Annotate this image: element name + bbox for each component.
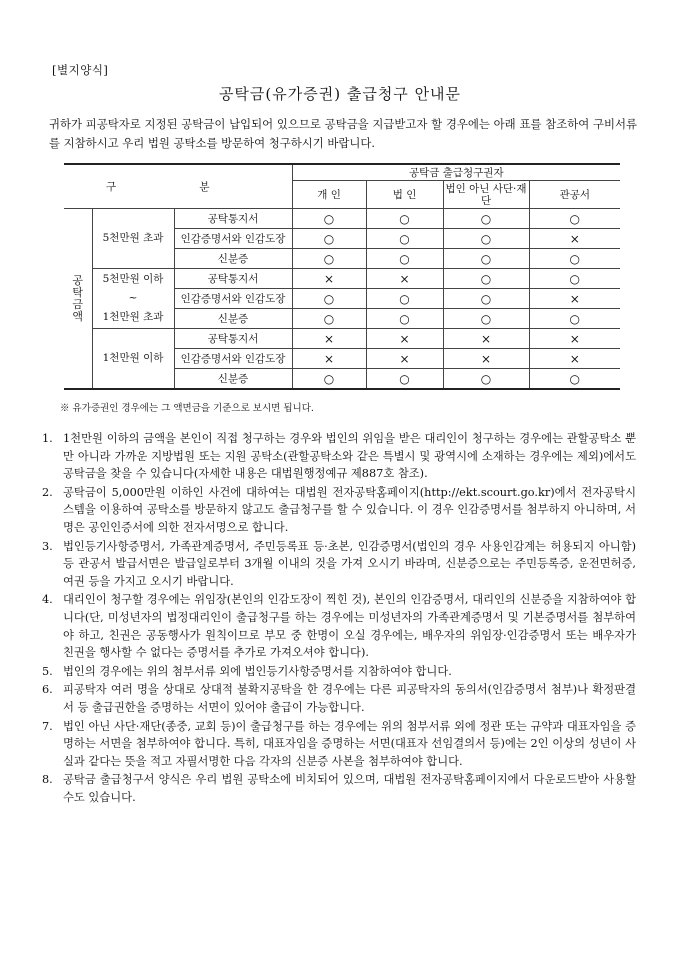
requirement-mark: × bbox=[292, 329, 366, 349]
requirement-mark: ○ bbox=[529, 269, 620, 289]
requirement-mark: × bbox=[366, 349, 443, 369]
table-header-row bbox=[64, 164, 620, 181]
list-item bbox=[42, 591, 636, 661]
document-name: 신분증 bbox=[174, 369, 292, 390]
requirement-mark: ○ bbox=[292, 229, 366, 249]
range-label bbox=[92, 329, 174, 390]
header-category: 구 분 bbox=[64, 164, 292, 209]
list-item bbox=[42, 430, 636, 483]
requirement-mark: ○ bbox=[529, 249, 620, 269]
list-item-number: 5. bbox=[42, 664, 53, 678]
document-name: 신분증 bbox=[174, 249, 292, 269]
side-label-char: 액 bbox=[72, 309, 84, 323]
requirement-mark: × bbox=[529, 289, 620, 309]
range-label-line: 1천만원 이하 bbox=[102, 352, 164, 364]
list-item bbox=[42, 538, 636, 591]
side-label bbox=[64, 209, 92, 390]
requirement-mark: ○ bbox=[443, 309, 529, 329]
list-item-text: 피공탁자 여러 명을 상대로 상대적 불확지공탁을 한 경우에는 다른 피공탁자의 동의서(인감증명서 첨부)나 확정판결서 등 출급권한을 증명하는 서면이 있어야 출급이 가능합니다. bbox=[63, 683, 636, 714]
requirement-mark: × bbox=[292, 269, 366, 289]
requirement-mark: ○ bbox=[292, 369, 366, 390]
document-name: 공탁통지서 bbox=[174, 269, 292, 289]
list-item-number: 3. bbox=[42, 539, 53, 553]
requirement-mark: × bbox=[366, 329, 443, 349]
requirement-mark: ○ bbox=[366, 209, 443, 229]
requirement-mark: ○ bbox=[443, 249, 529, 269]
list-item-text: 대리인이 청구할 경우에는 위임장(본인의 인감도장이 찍힌 것), 본인의 인감증명서, 대리인의 신분증을 지참하여야 합니다(단, 미성년자의 법정대리인이 출급청구를 하는 경우에는 미성년자의 가족관계증명서 및 기본증명서를 첨부하여야 하고, 친권은 공동행사가 원칙이므로 부모 중 한명이 오실 경우에는, 배우자의 위임장·인감증명서 또는 배우자가 친권을 행사할 수 없다는 증명서를 추가로 가져오셔야 합니다). bbox=[63, 593, 636, 660]
list-item bbox=[42, 718, 636, 771]
document-name: 공탁통지서 bbox=[174, 329, 292, 349]
list-item-text: 1천만원 이하의 금액을 본인이 직접 청구하는 경우와 법인의 위임을 받은 대리인이 청구하는 경우에는 관할공탁소 뿐만 아니라 가까운 지방법원 또는 지원 공탁소(관할공탁소와 같은 특별시 및 광역시에 소재하는 경우에는 제외)에서도 공탁금을 찾을 수 있습니다(자세한 내용은 대법원행정예규 제887호 참조). bbox=[63, 432, 636, 481]
requirement-mark: ○ bbox=[292, 309, 366, 329]
requirement-mark: ○ bbox=[366, 289, 443, 309]
requirement-mark: × bbox=[443, 349, 529, 369]
requirement-mark: ○ bbox=[529, 309, 620, 329]
document-name: 인감증명서와 인감도장 bbox=[174, 349, 292, 369]
list-item-number: 2. bbox=[42, 485, 53, 499]
list-item-number: 4. bbox=[42, 593, 53, 607]
requirement-mark: ○ bbox=[529, 369, 620, 390]
form-tag: [별지양식] bbox=[52, 63, 109, 77]
requirement-mark: ○ bbox=[366, 369, 443, 390]
range-label-line: 5천만원 초과 bbox=[102, 232, 164, 244]
list-item-text: 공탁금이 5,000만원 이하인 사건에 대하여는 대법원 전자공탁홈페이지(http://ekt.scourt.go.kr)에서 전자공탁시스템을 이용하여 공탁소를 방문하지 않고도 출급청구를 할 수 있습니다. 이 경우 인감증명서를 첨부하지 아니하며, 서명은 공인인증서에 의한 전자서명으로 합니다. bbox=[63, 485, 636, 534]
range-label-line: 5천만원 이하 bbox=[102, 273, 164, 285]
document-name: 인감증명서와 인감도장 bbox=[174, 289, 292, 309]
table-footnote: ※ 유가증권인 경우에는 그 액면금을 기준으로 보시면 됩니다. bbox=[60, 403, 314, 414]
requirement-mark: ○ bbox=[443, 289, 529, 309]
side-label-char: 탁 bbox=[72, 285, 84, 299]
requirement-mark: ○ bbox=[443, 209, 529, 229]
list-item bbox=[42, 484, 636, 537]
requirement-mark: ○ bbox=[292, 289, 366, 309]
list-item-number: 6. bbox=[42, 683, 53, 697]
list-item-text: 공탁금 출급청구서 양식은 우리 법원 공탁소에 비치되어 있으며, 대법원 전자공탁홈페이지에서 다운로드받아 사용할 수도 있습니다. bbox=[63, 773, 636, 804]
table-row bbox=[64, 269, 620, 289]
document-name: 공탁통지서 bbox=[174, 209, 292, 229]
requirement-mark: ○ bbox=[529, 209, 620, 229]
column-header: 관공서 bbox=[529, 181, 620, 209]
column-header: 법 인 bbox=[366, 181, 443, 209]
requirements-table bbox=[64, 163, 620, 390]
range-label bbox=[92, 269, 174, 329]
side-label-char: 공 bbox=[72, 273, 84, 287]
requirement-mark: ○ bbox=[292, 209, 366, 229]
requirement-mark: ○ bbox=[366, 309, 443, 329]
range-label-line: ~ bbox=[128, 292, 138, 304]
intro-paragraph: 귀하가 피공탁자로 지정된 공탁금이 납입되어 있으므로 공탁금을 지급받고자 할 경우에는 아래 표를 참조하여 구비서류를 지참하시고 우리 법원 공탁소를 방문하여 청구하시기 바랍니다. bbox=[49, 117, 637, 150]
document-name: 신분증 bbox=[174, 309, 292, 329]
list-item-number: 1. bbox=[42, 432, 53, 445]
requirement-mark: × bbox=[292, 349, 366, 369]
requirement-mark: × bbox=[529, 329, 620, 349]
requirement-mark: ○ bbox=[292, 249, 366, 269]
list-item bbox=[42, 681, 636, 716]
requirement-mark: × bbox=[529, 229, 620, 249]
instruction-list bbox=[42, 430, 636, 807]
requirement-mark: ○ bbox=[366, 229, 443, 249]
requirement-mark: × bbox=[529, 349, 620, 369]
range-label bbox=[92, 209, 174, 269]
column-header: 개 인 bbox=[292, 181, 366, 209]
requirement-mark: ○ bbox=[443, 269, 529, 289]
document-name: 인감증명서와 인감도장 bbox=[174, 229, 292, 249]
list-item-text: 법인등기사항증명서, 가족관계증명서, 주민등록표 등·초본, 인감증명서(법인의 경우 사용인감계는 허용되지 아니함) 등 관공서 발급서면은 발급일로부터 3개월 이내의 것을 가져 오시기 바라며, 신분증으로는 주민등록증, 운전면허증, 여권 등을 가지고 오시기 바랍니다. bbox=[63, 539, 636, 588]
requirement-mark: ○ bbox=[443, 369, 529, 390]
page-title: 공탁금(유가증권) 출급청구 안내문 bbox=[218, 85, 462, 103]
requirement-mark: × bbox=[366, 269, 443, 289]
range-label-line: 1천만원 초과 bbox=[102, 311, 164, 323]
list-item bbox=[42, 771, 636, 806]
list-item-number: 8. bbox=[42, 773, 53, 787]
column-header: 법인 아닌 사단·재단 bbox=[443, 181, 529, 209]
side-label-char: 금 bbox=[72, 297, 84, 311]
list-item-number: 7. bbox=[42, 719, 53, 733]
table-row bbox=[64, 209, 620, 229]
list-item-text: 법인 아닌 사단·재단(종중, 교회 등)이 출급청구를 하는 경우에는 위의 첨부서류 외에 정관 또는 규약과 대표자임을 증명하는 서면을 첨부하여야 합니다. 특히, 대표자임을 증명하는 서면(대표자 선임결의서 등)에는 2인 이상의 성년이 사실과 같다는 뜻을 적고 자필서명한 다음 각자의 신분증 사본을 첨부하여야 합니다. bbox=[63, 719, 636, 768]
list-item-text: 법인의 경우에는 위의 첨부서류 외에 법인등기사항증명서를 지참하여야 합니다. bbox=[63, 664, 452, 678]
list-item bbox=[42, 663, 636, 681]
requirement-mark: × bbox=[443, 329, 529, 349]
header-group: 공탁금 출급청구권자 bbox=[292, 164, 620, 181]
requirement-mark: ○ bbox=[366, 249, 443, 269]
requirement-mark: ○ bbox=[443, 229, 529, 249]
requirements-table-wrapper bbox=[64, 163, 620, 390]
table-row bbox=[64, 329, 620, 349]
